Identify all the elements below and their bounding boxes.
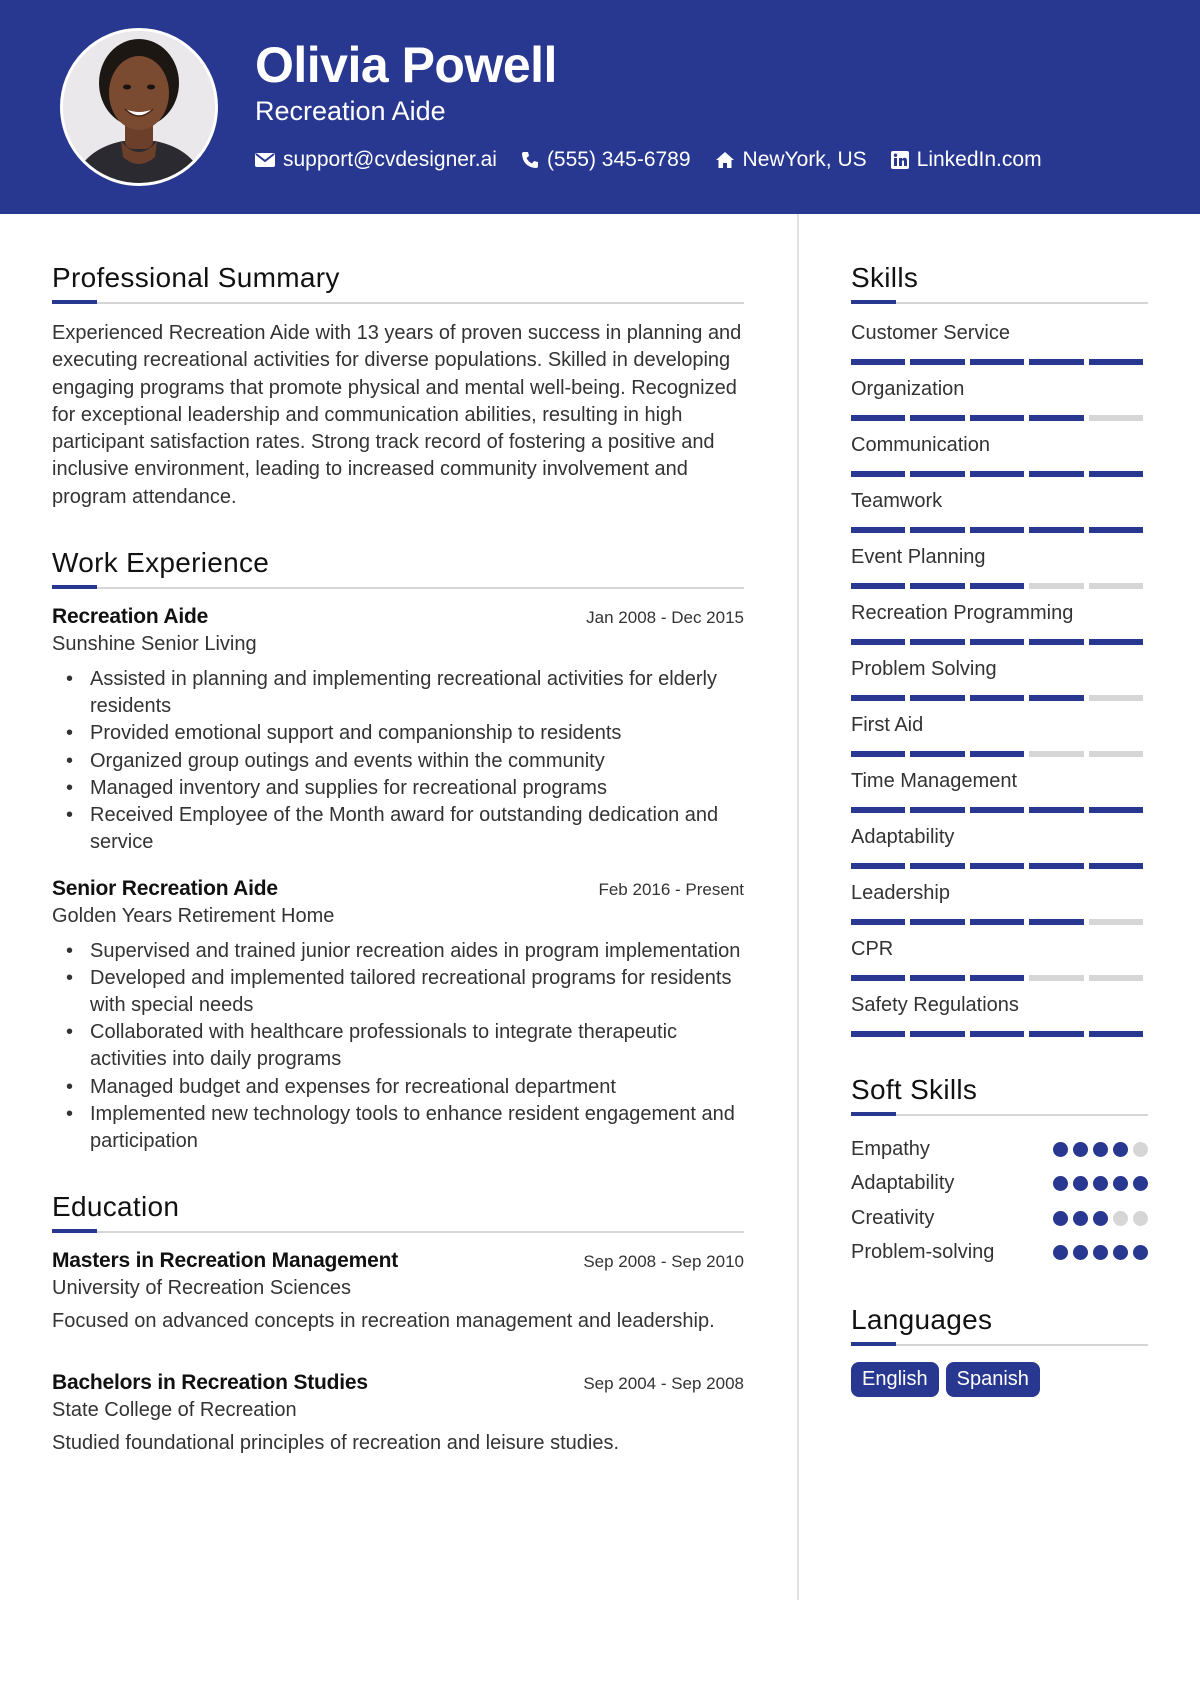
- skill-level-segment: [970, 1031, 1024, 1037]
- skill-level-segment: [910, 919, 964, 925]
- soft-skill-rating: [1048, 1245, 1148, 1260]
- rating-dot: [1053, 1176, 1068, 1191]
- contact-location: [715, 148, 867, 172]
- soft-skills-list: [851, 1132, 1148, 1270]
- experience-heading: Work Experience: [52, 547, 270, 579]
- skill-level-segment: [1089, 359, 1143, 365]
- summary-text: Experienced Recreation Aide with 13 years of proven success in planning and executing recreational activities for diverse populations. Skilled in developing engaging programs that promote physical and mental well-being. Recognized for exceptional leadership and communication abilities, resulting in high participant satisfaction rates. Strong track record of fostering a positive and inclusive environment, leading to increased community involvement and program attendance.: [52, 322, 742, 508]
- job-company: Sunshine Senior Living: [52, 633, 257, 656]
- rating-dot: [1133, 1142, 1148, 1157]
- job-bullets: [52, 666, 744, 856]
- soft-skills-heading: Soft Skills: [851, 1074, 978, 1105]
- skill-name: Time Management: [851, 770, 1017, 792]
- skill-level-segment: [1029, 863, 1083, 869]
- skill-level-segment: [970, 975, 1024, 981]
- section-rule: [851, 1342, 1148, 1346]
- phone-icon: [521, 151, 539, 169]
- contact-location-text: NewYork, US: [742, 148, 867, 171]
- contact-phone[interactable]: [521, 148, 691, 172]
- skill-item: [851, 488, 1148, 533]
- skill-name: CPR: [851, 938, 894, 960]
- skills-heading: Skills: [851, 262, 919, 293]
- section-rule: [52, 300, 744, 304]
- soft-skill-rating: [1048, 1142, 1148, 1157]
- linkedin-icon: [891, 151, 909, 169]
- job-bullet: • Organized group outings and events within the community: [90, 748, 744, 775]
- rating-dot: [1073, 1211, 1088, 1226]
- skill-level-segment: [910, 807, 964, 813]
- skill-item: [851, 376, 1148, 421]
- skill-level-segment: [851, 1031, 905, 1037]
- skill-level-segment: [970, 751, 1024, 757]
- contact-email[interactable]: [255, 148, 497, 172]
- education-entry: [52, 1249, 744, 1333]
- contact-bar: [255, 148, 1066, 172]
- rating-dot: [1133, 1245, 1148, 1260]
- job-entry: [52, 877, 744, 1156]
- contact-linkedin[interactable]: [891, 148, 1042, 172]
- skill-level-segment: [970, 359, 1024, 365]
- section-rule: [851, 1112, 1148, 1116]
- skill-level-bar: [851, 639, 1148, 645]
- sidebar-column: [851, 262, 1148, 1397]
- skill-level-bar: [851, 415, 1148, 421]
- soft-skill-name: Adaptability: [851, 1172, 955, 1195]
- skill-level-segment: [851, 583, 905, 589]
- skill-level-bar: [851, 807, 1148, 813]
- degree-dates: Sep 2004 - Sep 2008: [583, 1374, 744, 1394]
- skill-level-segment: [970, 471, 1024, 477]
- rating-dot: [1093, 1142, 1108, 1157]
- skill-level-segment: [1029, 359, 1083, 365]
- rating-dot: [1133, 1176, 1148, 1191]
- job-dates: Jan 2008 - Dec 2015: [586, 608, 744, 628]
- skill-level-segment: [851, 863, 905, 869]
- main-column: [52, 262, 744, 1493]
- skill-level-segment: [910, 415, 964, 421]
- skill-level-segment: [970, 639, 1024, 645]
- skill-item: [851, 712, 1148, 757]
- skill-name: First Aid: [851, 714, 924, 736]
- job-bullet: • Collaborated with healthcare professionals to integrate therapeutic activities into daily programs: [90, 1019, 744, 1073]
- job-bullet: • Implemented new technology tools to enhance resident engagement and participation: [90, 1101, 744, 1155]
- skill-name: Leadership: [851, 882, 950, 904]
- skill-level-segment: [910, 639, 964, 645]
- skill-level-segment: [910, 583, 964, 589]
- skill-item: [851, 880, 1148, 925]
- skill-name: Recreation Programming: [851, 602, 1074, 624]
- skill-level-segment: [1089, 415, 1143, 421]
- rating-dot: [1113, 1176, 1128, 1191]
- skill-level-segment: [1029, 919, 1083, 925]
- header-banner: [0, 0, 1200, 214]
- skill-level-bar: [851, 471, 1148, 477]
- skill-item: [851, 600, 1148, 645]
- skill-level-segment: [1029, 471, 1083, 477]
- languages-list: [851, 1362, 1148, 1397]
- job-title: Recreation Aide: [52, 605, 209, 629]
- education-heading: Education: [52, 1191, 180, 1223]
- skill-level-segment: [851, 415, 905, 421]
- languages-heading: Languages: [851, 1304, 993, 1335]
- soft-skill-item: [851, 1167, 1148, 1202]
- skill-item: [851, 544, 1148, 589]
- skill-level-segment: [1089, 751, 1143, 757]
- degree-description: Focused on advanced concepts in recreation management and leadership.: [52, 1310, 715, 1333]
- rating-dot: [1133, 1211, 1148, 1226]
- skill-item: [851, 936, 1148, 981]
- skill-name: Organization: [851, 378, 965, 400]
- job-company: Golden Years Retirement Home: [52, 904, 335, 927]
- job-bullet: • Assisted in planning and implementing recreational activities for elderly residents: [90, 666, 744, 720]
- skill-level-segment: [851, 751, 905, 757]
- skill-level-segment: [910, 751, 964, 757]
- rating-dot: [1073, 1245, 1088, 1260]
- rating-dot: [1113, 1142, 1128, 1157]
- soft-skill-rating: [1048, 1211, 1148, 1226]
- education-entry: [52, 1371, 744, 1455]
- skill-level-segment: [1029, 583, 1083, 589]
- skill-level-bar: [851, 583, 1148, 589]
- degree-title: Bachelors in Recreation Studies: [52, 1371, 368, 1395]
- profile-photo: [63, 31, 215, 183]
- job-bullets: [52, 938, 744, 1156]
- skill-name: Adaptability: [851, 826, 955, 848]
- skill-level-segment: [910, 1031, 964, 1037]
- avatar: [60, 28, 218, 186]
- skill-level-segment: [1089, 975, 1143, 981]
- soft-skill-item: [851, 1201, 1148, 1236]
- soft-skill-item: [851, 1236, 1148, 1271]
- job-bullet: • Developed and implemented tailored recreational programs for residents with special needs: [90, 965, 744, 1019]
- soft-skill-rating: [1048, 1176, 1148, 1191]
- rating-dot: [1053, 1142, 1068, 1157]
- skill-level-bar: [851, 751, 1148, 757]
- skill-level-segment: [970, 807, 1024, 813]
- column-divider: [797, 214, 799, 1600]
- skill-level-segment: [910, 471, 964, 477]
- degree-dates: Sep 2008 - Sep 2010: [583, 1252, 744, 1272]
- skill-item: [851, 824, 1148, 869]
- job-dates: Feb 2016 - Present: [598, 879, 744, 899]
- skill-level-segment: [970, 919, 1024, 925]
- skill-level-segment: [851, 527, 905, 533]
- skill-level-segment: [1029, 807, 1083, 813]
- rating-dot: [1113, 1211, 1128, 1226]
- rating-dot: [1073, 1142, 1088, 1157]
- skill-level-bar: [851, 527, 1148, 533]
- skill-level-segment: [851, 695, 905, 701]
- skill-level-segment: [1089, 527, 1143, 533]
- skill-name: Problem Solving: [851, 658, 997, 680]
- language-badge: English: [851, 1362, 939, 1397]
- skill-level-segment: [1089, 1031, 1143, 1037]
- school-name: University of Recreation Sciences: [52, 1277, 352, 1300]
- skill-level-segment: [1029, 975, 1083, 981]
- skill-level-segment: [970, 415, 1024, 421]
- skill-level-segment: [910, 863, 964, 869]
- skill-level-bar: [851, 359, 1148, 365]
- skill-level-segment: [1029, 695, 1083, 701]
- rating-dot: [1053, 1245, 1068, 1260]
- skill-level-segment: [1029, 415, 1083, 421]
- job-title: Senior Recreation Aide: [52, 876, 278, 900]
- skill-level-segment: [851, 639, 905, 645]
- skill-level-segment: [970, 695, 1024, 701]
- skill-level-segment: [1089, 583, 1143, 589]
- skill-item: [851, 320, 1148, 365]
- skill-name: Communication: [851, 434, 990, 456]
- job-bullet: • Managed budget and expenses for recreational department: [90, 1074, 744, 1101]
- skill-level-segment: [851, 471, 905, 477]
- rating-dot: [1093, 1245, 1108, 1260]
- skill-level-bar: [851, 863, 1148, 869]
- skill-level-segment: [1089, 695, 1143, 701]
- skills-list: [851, 320, 1148, 1037]
- section-rule: [52, 585, 744, 589]
- language-badge: Spanish: [946, 1362, 1040, 1397]
- contact-linkedin-text: LinkedIn.com: [916, 148, 1042, 171]
- soft-skill-name: Creativity: [851, 1206, 935, 1229]
- skill-level-segment: [1089, 639, 1143, 645]
- candidate-title: Recreation Aide: [255, 96, 446, 126]
- soft-skill-name: Problem-solving: [851, 1241, 995, 1264]
- skill-level-segment: [851, 807, 905, 813]
- skill-level-segment: [1029, 751, 1083, 757]
- section-rule: [851, 300, 1148, 304]
- skill-level-segment: [1089, 919, 1143, 925]
- skill-level-segment: [910, 359, 964, 365]
- skill-level-segment: [1029, 527, 1083, 533]
- contact-phone-text: (555) 345-6789: [546, 148, 691, 171]
- skill-level-bar: [851, 695, 1148, 701]
- skill-level-segment: [1029, 639, 1083, 645]
- job-bullet: • Received Employee of the Month award for outstanding dedication and service: [90, 802, 744, 856]
- skill-name: Customer Service: [851, 322, 1010, 344]
- job-entry: [52, 605, 744, 856]
- rating-dot: [1053, 1211, 1068, 1226]
- envelope-icon: [255, 152, 275, 168]
- rating-dot: [1093, 1176, 1108, 1191]
- candidate-name: Olivia Powell: [255, 37, 557, 93]
- soft-skill-item: [851, 1132, 1148, 1167]
- skill-item: [851, 768, 1148, 813]
- skill-level-segment: [970, 527, 1024, 533]
- skill-level-segment: [1089, 807, 1143, 813]
- rating-dot: [1093, 1211, 1108, 1226]
- skill-item: [851, 992, 1148, 1037]
- skill-item: [851, 656, 1148, 701]
- skill-level-segment: [1029, 1031, 1083, 1037]
- skill-level-segment: [851, 975, 905, 981]
- skill-level-bar: [851, 975, 1148, 981]
- school-name: State College of Recreation: [52, 1399, 297, 1422]
- job-bullet: • Managed inventory and supplies for recreational programs: [90, 775, 744, 802]
- skill-level-segment: [910, 975, 964, 981]
- degree-title: Masters in Recreation Management: [52, 1249, 399, 1273]
- skill-level-segment: [970, 583, 1024, 589]
- skill-name: Event Planning: [851, 546, 986, 568]
- skill-name: Safety Regulations: [851, 994, 1019, 1016]
- skill-level-segment: [851, 919, 905, 925]
- skill-item: [851, 432, 1148, 477]
- skill-name: Teamwork: [851, 490, 943, 512]
- degree-description: Studied foundational principles of recreation and leisure studies.: [52, 1432, 620, 1455]
- skill-level-segment: [1089, 471, 1143, 477]
- job-bullet: • Provided emotional support and companionship to residents: [90, 720, 744, 747]
- rating-dot: [1113, 1245, 1128, 1260]
- soft-skill-name: Empathy: [851, 1137, 930, 1160]
- skill-level-bar: [851, 919, 1148, 925]
- skill-level-segment: [851, 359, 905, 365]
- rating-dot: [1073, 1176, 1088, 1191]
- summary-heading: Professional Summary: [52, 262, 340, 293]
- skill-level-segment: [910, 527, 964, 533]
- section-rule: [52, 1229, 744, 1233]
- skill-level-segment: [970, 863, 1024, 869]
- skill-level-bar: [851, 1031, 1148, 1037]
- home-icon: [715, 151, 735, 169]
- job-bullet: • Supervised and trained junior recreation aides in program implementation: [90, 938, 744, 965]
- skill-level-segment: [910, 695, 964, 701]
- skill-level-segment: [1089, 863, 1143, 869]
- contact-email-text: support@cvdesigner.ai: [283, 148, 497, 171]
